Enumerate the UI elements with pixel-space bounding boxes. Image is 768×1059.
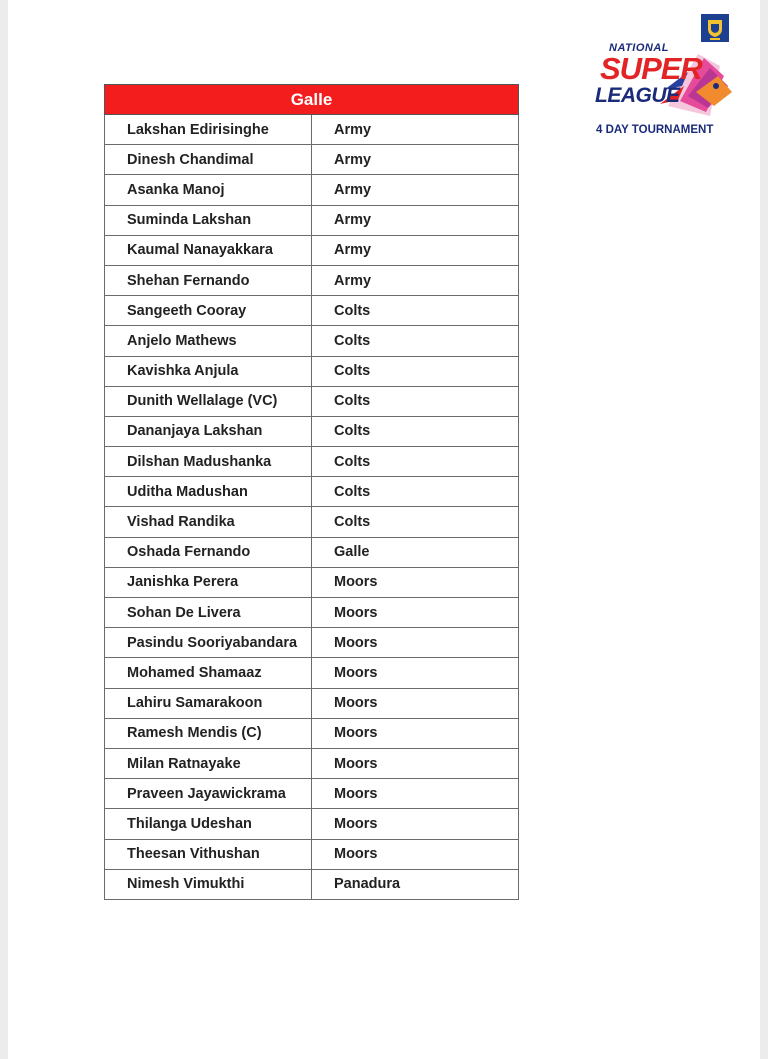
table-row: [105, 356, 519, 386]
squad-table: [104, 84, 519, 900]
player-club-cell: Army: [312, 115, 519, 145]
player-club-cell: Army: [312, 265, 519, 295]
player-name-cell: Dananjaya Lakshan: [105, 416, 312, 446]
table-row: [105, 175, 519, 205]
player-name-cell: Sangeeth Cooray: [105, 296, 312, 326]
table-row: [105, 235, 519, 265]
player-club-cell: Army: [312, 175, 519, 205]
table-row: [105, 265, 519, 295]
logo-national-text: NATIONAL: [609, 42, 670, 54]
player-club-cell: Moors: [312, 839, 519, 869]
table-row: [105, 205, 519, 235]
squad-table-body: [105, 115, 519, 900]
player-name-cell: Praveen Jayawickrama: [105, 779, 312, 809]
player-club-cell: Moors: [312, 779, 519, 809]
player-name-cell: Lahiru Samarakoon: [105, 688, 312, 718]
table-row: [105, 115, 519, 145]
player-club-cell: Moors: [312, 598, 519, 628]
player-club-cell: Panadura: [312, 869, 519, 899]
player-name-cell: Kaumal Nanayakkara: [105, 235, 312, 265]
table-row: [105, 628, 519, 658]
player-name-cell: Dilshan Madushanka: [105, 447, 312, 477]
logo-tournament-text: 4 DAY TOURNAMENT: [596, 124, 714, 136]
player-name-cell: Theesan Vithushan: [105, 839, 312, 869]
table-row: [105, 296, 519, 326]
player-club-cell: Colts: [312, 326, 519, 356]
table-row: [105, 537, 519, 567]
table-row: [105, 447, 519, 477]
player-club-cell: Colts: [312, 477, 519, 507]
table-row: [105, 386, 519, 416]
table-row: [105, 869, 519, 899]
player-club-cell: Moors: [312, 658, 519, 688]
player-club-cell: Moors: [312, 628, 519, 658]
player-club-cell: Colts: [312, 296, 519, 326]
player-club-cell: Moors: [312, 567, 519, 597]
player-club-cell: Army: [312, 205, 519, 235]
player-name-cell: Suminda Lakshan: [105, 205, 312, 235]
player-club-cell: Army: [312, 235, 519, 265]
table-row: [105, 779, 519, 809]
player-name-cell: Sohan De Livera: [105, 598, 312, 628]
player-name-cell: Anjelo Mathews: [105, 326, 312, 356]
logo-league-text: LEAGUE: [595, 84, 680, 107]
player-club-cell: Moors: [312, 748, 519, 778]
table-row: [105, 326, 519, 356]
player-club-cell: Colts: [312, 416, 519, 446]
table-row: [105, 658, 519, 688]
table-row: [105, 718, 519, 748]
table-row: [105, 145, 519, 175]
player-name-cell: Nimesh Vimukthi: [105, 869, 312, 899]
sri-lanka-cricket-crest-icon: [701, 14, 729, 42]
player-name-cell: Uditha Madushan: [105, 477, 312, 507]
player-name-cell: Shehan Fernando: [105, 265, 312, 295]
player-name-cell: Mohamed Shamaaz: [105, 658, 312, 688]
player-name-cell: Pasindu Sooriyabandara: [105, 628, 312, 658]
national-super-league-logo: [592, 40, 738, 140]
table-row: [105, 567, 519, 597]
table-row: [105, 688, 519, 718]
player-club-cell: Galle: [312, 537, 519, 567]
player-club-cell: Colts: [312, 447, 519, 477]
logo-super-text: SUPER: [600, 51, 702, 86]
player-club-cell: Moors: [312, 688, 519, 718]
player-club-cell: Moors: [312, 809, 519, 839]
table-row: [105, 477, 519, 507]
player-club-cell: Moors: [312, 718, 519, 748]
table-row: [105, 416, 519, 446]
player-club-cell: Colts: [312, 356, 519, 386]
player-club-cell: Colts: [312, 507, 519, 537]
player-name-cell: Janishka Perera: [105, 567, 312, 597]
player-club-cell: Colts: [312, 386, 519, 416]
table-row: [105, 598, 519, 628]
table-header-row: [105, 85, 519, 115]
player-name-cell: Ramesh Mendis (C): [105, 718, 312, 748]
table-row: [105, 748, 519, 778]
document-page: [8, 0, 760, 1059]
team-name-header: Galle: [105, 85, 519, 115]
player-name-cell: Milan Ratnayake: [105, 748, 312, 778]
table-row: [105, 839, 519, 869]
player-name-cell: Oshada Fernando: [105, 537, 312, 567]
player-name-cell: Asanka Manoj: [105, 175, 312, 205]
player-club-cell: Army: [312, 145, 519, 175]
player-name-cell: Thilanga Udeshan: [105, 809, 312, 839]
player-name-cell: Dinesh Chandimal: [105, 145, 312, 175]
player-name-cell: Lakshan Edirisinghe: [105, 115, 312, 145]
player-name-cell: Kavishka Anjula: [105, 356, 312, 386]
player-name-cell: Vishad Randika: [105, 507, 312, 537]
table-row: [105, 809, 519, 839]
player-name-cell: Dunith Wellalage (VC): [105, 386, 312, 416]
table-row: [105, 507, 519, 537]
